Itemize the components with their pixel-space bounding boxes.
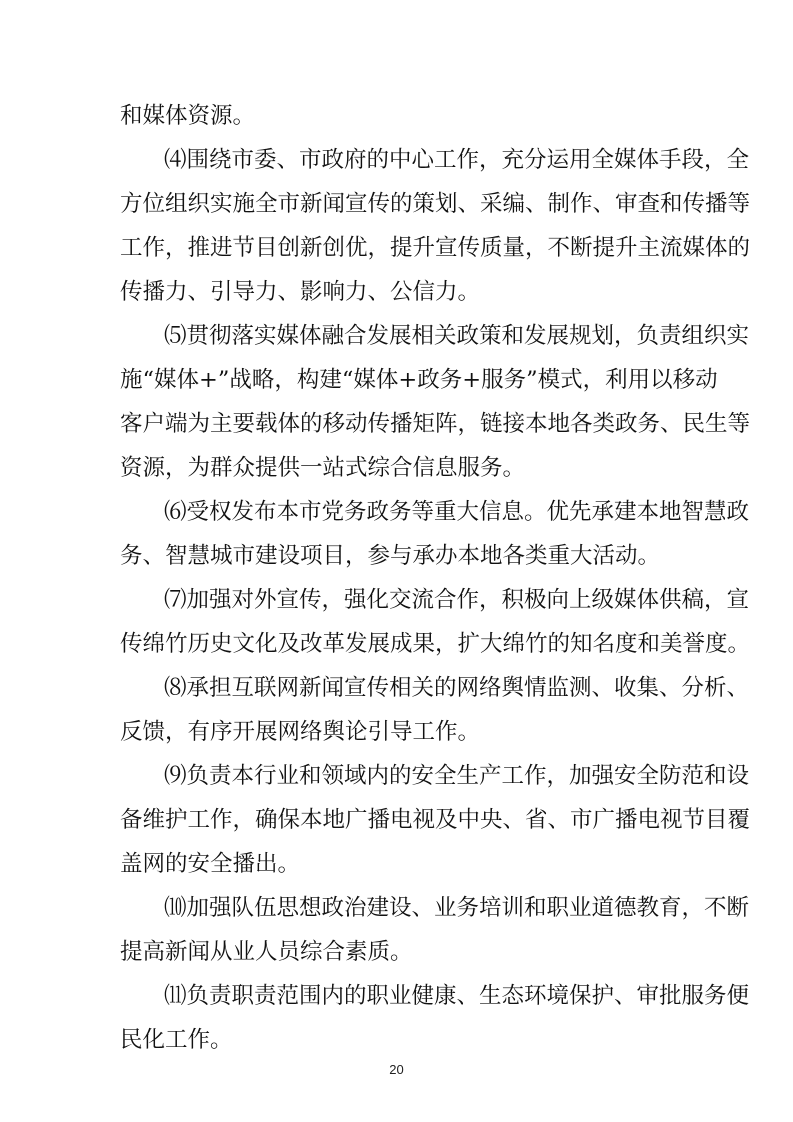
text-line xyxy=(0,360,793,400)
line-text: ⑷围绕市委、市政府的中心工作，充分运用全媒体手段，全 xyxy=(164,147,750,173)
line-text: 提高新闻从业人员综合素质。 xyxy=(120,939,413,965)
text-line xyxy=(0,844,793,884)
line-text: 客户端为主要载体的移动传播矩阵，链接本地各类政务、民生等 xyxy=(120,411,751,437)
text-line xyxy=(0,228,793,268)
text-line xyxy=(0,492,793,532)
text-line xyxy=(0,140,793,180)
text-line xyxy=(0,404,793,444)
line-text: 方位组织实施全市新闻宣传的策划、采编、制作、审查和传播等 xyxy=(120,191,751,217)
line-text: 传绵竹历史文化及改革发展成果，扩大绵竹的知名度和美誉度。 xyxy=(120,631,751,657)
line-text: ⑸贯彻落实媒体融合发展相关政策和发展规划，负责组织实 xyxy=(164,323,750,349)
text-line xyxy=(0,448,793,488)
line-text: 资源，为群众提供一站式综合信息服务。 xyxy=(120,455,526,481)
page-number: 20 xyxy=(389,1062,404,1077)
line-text: 和媒体资源。 xyxy=(120,103,256,129)
text-line xyxy=(0,976,793,1016)
line-text: 民化工作。 xyxy=(120,1027,233,1053)
line-text: ⑾负责职责范围内的职业健康、生态环境保护、审批服务便 xyxy=(164,983,750,1009)
text-line xyxy=(0,712,793,752)
line-text: 传播力、引导力、影响力、公信力。 xyxy=(120,279,481,305)
line-text: 反馈，有序开展网络舆论引导工作。 xyxy=(120,719,481,745)
text-line xyxy=(0,96,793,136)
text-line xyxy=(0,932,793,972)
text-line xyxy=(0,536,793,576)
text-line xyxy=(0,184,793,224)
line-text: ⑺加强对外宣传，强化交流合作，积极向上级媒体供稿，宣 xyxy=(164,587,750,613)
text-line xyxy=(0,800,793,840)
line-text: 施“媒体+”战略，构建“媒体+政务+服务”模式，利用以移动 xyxy=(120,367,718,393)
line-text: ⑻承担互联网新闻宣传相关的网络舆情监测、收集、分析、 xyxy=(164,675,750,701)
text-line xyxy=(0,668,793,708)
text-line xyxy=(0,624,793,664)
text-line xyxy=(0,316,793,356)
line-text: 工作，推进节目创新创优，提升宣传质量，不断提升主流媒体的 xyxy=(120,235,751,261)
line-text: 备维护工作，确保本地广播电视及中央、省、市广播电视节目覆 xyxy=(120,807,751,833)
text-line xyxy=(0,1020,793,1060)
line-text: 盖网的安全播出。 xyxy=(120,851,301,877)
line-text: ⑼负责本行业和领域内的安全生产工作，加强安全防范和设 xyxy=(164,763,750,789)
text-line xyxy=(0,756,793,796)
line-text: ⑹受权发布本市党务政务等重大信息。优先承建本地智慧政 xyxy=(164,499,750,525)
line-text: ⑽加强队伍思想政治建设、业务培训和职业道德教育，不断 xyxy=(164,895,750,921)
text-line xyxy=(0,272,793,312)
text-line xyxy=(0,888,793,928)
text-line xyxy=(0,580,793,620)
line-text: 务、智慧城市建设项目，参与承办本地各类重大活动。 xyxy=(120,543,661,569)
